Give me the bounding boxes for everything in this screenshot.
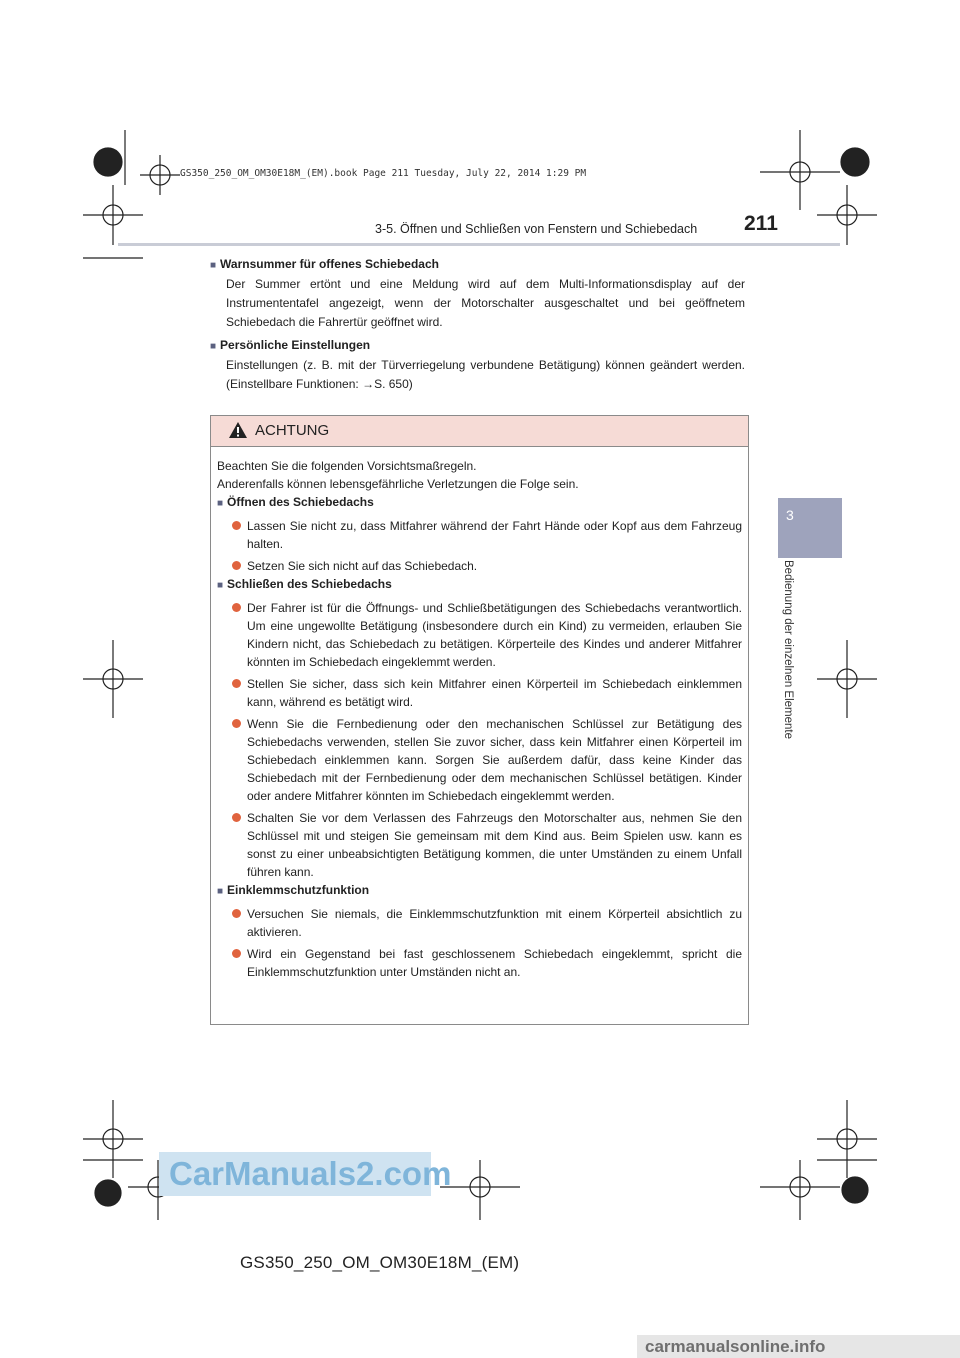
item-heading: Persönliche Einstellungen xyxy=(220,338,371,352)
square-bullet-icon: ■ xyxy=(210,341,217,352)
warning-title: ACHTUNG xyxy=(255,422,330,439)
warning-triangle-icon xyxy=(228,421,248,439)
chapter-side-label xyxy=(772,560,812,780)
page-number: 211 xyxy=(744,212,778,235)
info-items xyxy=(210,255,745,398)
mid-left-mark xyxy=(83,640,143,718)
item-body: Der Summer ertönt und eine Meldung wird auf dem Multi-Informationsdisplay auf der Instrumententafel angezeigt, wenn der Motorschalter ausgeschaltet und bei geöffnetem Schiebedach die Fahrertür geöffnet wird. xyxy=(226,277,745,329)
warning-bullet: Der Fahrer ist für die Öffnungs- und Schließbetätigungen des Schiebedachs verantwortlich. Um eine ungewollte Betätigung (insbesondere durch ein Kind) zu vermeiden, erlauben Sie Kindern nicht, das Schiebedach zu betätigen. Körperteile des Kindes und anderer Mitfahrer könnten im Schiebedach eingeklemmt werden. xyxy=(217,599,742,671)
item-heading: Warnsummer für offenes Schiebedach xyxy=(220,257,439,271)
bullet-dot-icon xyxy=(232,949,241,958)
warning-section-heading: Schließen des Schiebedachs xyxy=(227,577,392,591)
section-title: 3-5. Öffnen und Schließen von Fenstern und Schiebedach xyxy=(375,222,698,236)
warning-box xyxy=(210,415,749,1025)
header-rule xyxy=(118,243,840,246)
square-bullet-icon: ■ xyxy=(217,580,224,591)
watermark-carmanuals2: CarManuals2.com xyxy=(159,1152,431,1196)
bullet-dot-icon xyxy=(232,813,241,822)
top-left-marks xyxy=(83,130,180,258)
warning-bullet: Wenn Sie die Fernbedienung oder den mechanischen Schlüssel zur Betätigung des Schiebedachs verwenden, stellen Sie zuvor sicher, dass kein Mitfahrer einen Körperteil im Schiebedach einklemmen kann. Sorgen Sie außerdem dafür, dass keine Kinder das Schiebedach mit der Fernbedienung oder dem mechanischen Schlüssel betätigen. Kinder oder andere Mitfahrer könnten im Schiebedach eingeklemmt werden. xyxy=(217,715,742,805)
bottom-right-marks xyxy=(760,1100,877,1220)
print-info: GS350_250_OM_OM30E18M_(EM).book Page 211 Tuesday, July 22, 2014 1:29 PM xyxy=(180,168,587,179)
warning-intro: Anderenfalls können lebensgefährliche Verletzungen die Folge sein. xyxy=(217,477,579,491)
warning-body xyxy=(211,447,748,981)
warning-section-heading: Öffnen des Schiebedachs xyxy=(227,495,374,509)
bullet-dot-icon xyxy=(232,909,241,918)
chapter-number: 3 xyxy=(786,507,794,523)
square-bullet-icon: ■ xyxy=(217,886,224,897)
info-item xyxy=(210,336,745,394)
chapter-tab xyxy=(778,498,842,558)
warning-bullet: Wird ein Gegenstand bei fast geschlossenem Schiebedach eingeklemmt, spricht die Einklemmschutzfunktion unter Umständen nicht an. xyxy=(217,945,742,981)
warning-intro: Beachten Sie die folgenden Vorsichtsmaßregeln. xyxy=(217,459,477,473)
warning-bullet: Versuchen Sie niemals, die Einklemmschutzfunktion mit einem Körperteil absichtlich zu aktivieren. xyxy=(217,905,742,941)
warning-bullet: Stellen Sie sicher, dass sich kein Mitfahrer einen Körperteil im Schiebedach einklemmen kann, während es betätigt wird. xyxy=(217,675,742,711)
watermark-carmanualsonline: carmanualsonline.info xyxy=(637,1335,960,1358)
info-item xyxy=(210,255,745,332)
warning-bullet: Lassen Sie nicht zu, dass Mitfahrer während der Fahrt Hände oder Kopf aus dem Fahrzeug halten. xyxy=(217,517,742,553)
square-bullet-icon: ■ xyxy=(217,498,224,509)
warning-section-heading: Einklemmschutzfunktion xyxy=(227,883,370,897)
chapter-label: Bedienung der einzelnen Elemente xyxy=(782,560,794,740)
bottom-center-mark xyxy=(440,1160,520,1220)
warning-bullet: Schalten Sie vor dem Verlassen des Fahrzeugs den Motorschalter aus, nehmen Sie den Schlüssel mit und steigen Sie gemeinsam mit dem Kind aus. Beim Spielen usw. kann es sonst zu einer unbeabsichtigten Betätigung kommen, die unter Umständen zu einem Unfall führen kann. xyxy=(217,809,742,881)
footer-code: GS350_250_OM_OM30E18M_(EM) xyxy=(240,1253,520,1272)
square-bullet-icon: ■ xyxy=(210,260,217,271)
bullet-dot-icon xyxy=(232,521,241,530)
bullet-dot-icon xyxy=(232,603,241,612)
warning-header xyxy=(211,416,748,447)
bullet-dot-icon xyxy=(232,679,241,688)
bullet-dot-icon xyxy=(232,719,241,728)
item-body: Einstellungen (z. B. mit der Türverriegelung verbundene Betätigung) können geändert werden. (Einstellbare Funktionen: →S. 650) xyxy=(226,358,745,391)
mid-right-mark xyxy=(817,640,877,718)
bullet-dot-icon xyxy=(232,561,241,570)
warning-bullet: Setzen Sie sich nicht auf das Schiebedach. xyxy=(217,557,742,575)
